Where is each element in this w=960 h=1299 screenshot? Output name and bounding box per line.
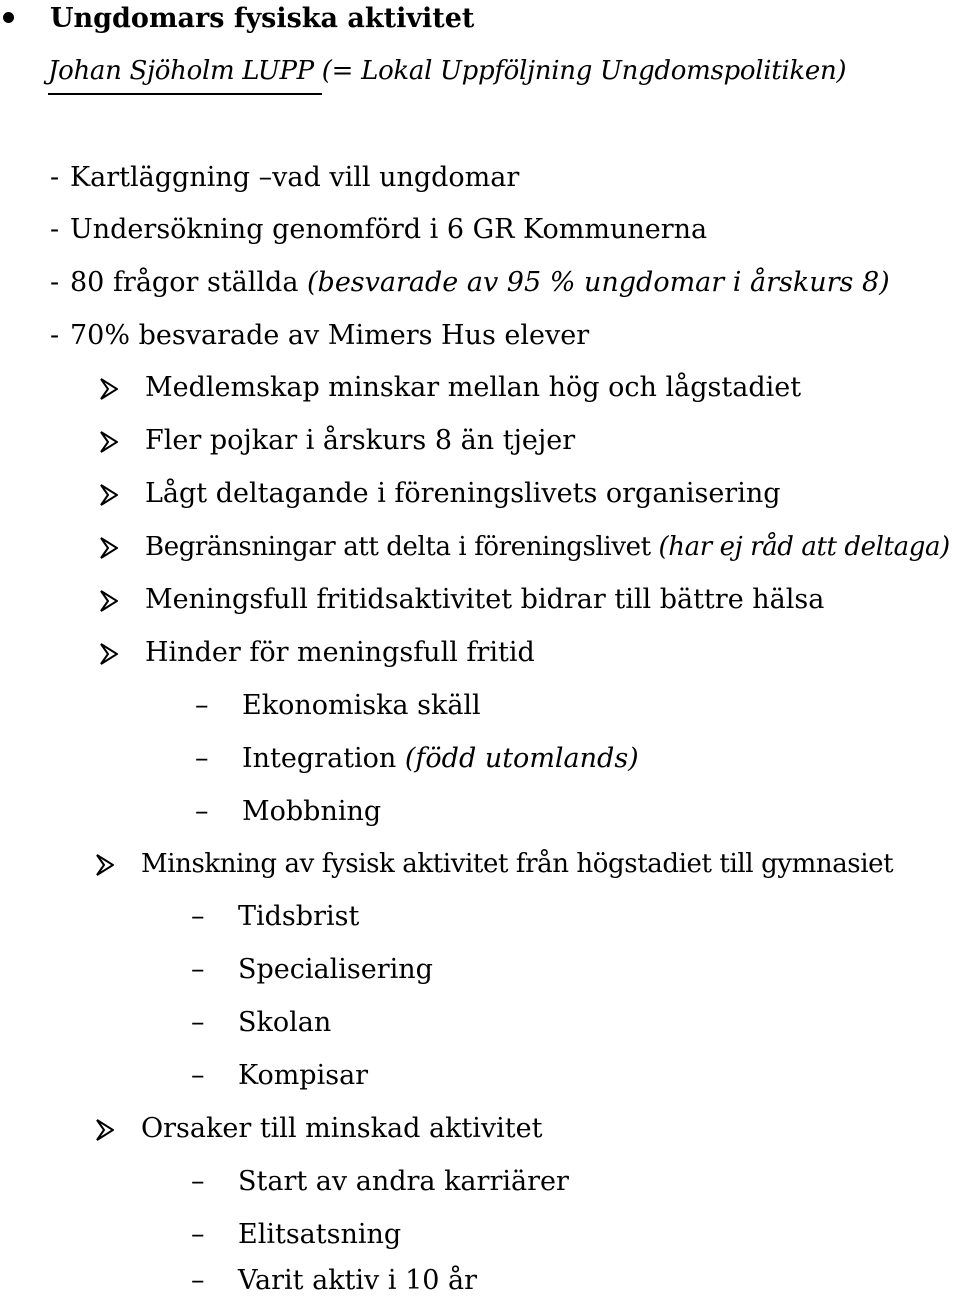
- sub-item: Elitsatsning: [238, 1219, 402, 1250]
- sub-item: Start av andra karriärer: [238, 1166, 569, 1197]
- dash-marker: –: [195, 796, 209, 827]
- arrow-item: Hinder för meningsfull fritid: [145, 637, 535, 668]
- subtitle: [48, 54, 846, 88]
- arrow-item: Lågt deltagande i föreningslivets organisering: [145, 478, 781, 509]
- sub-item: Kompisar: [238, 1060, 369, 1091]
- sub-item: Ekonomiska skäll: [242, 690, 481, 721]
- sub-item: Mobbning: [242, 796, 382, 827]
- subtitle-author: Johan Sjöholm LUPP: [48, 56, 314, 86]
- arrow-item: Meningsfull fritidsaktivitet bidrar till bättre hälsa: [145, 584, 825, 615]
- arrow-bullet-icon: [96, 854, 114, 876]
- sub-item: Skolan: [238, 1007, 332, 1038]
- dash-marker: –: [191, 1060, 205, 1091]
- dash-marker: -: [50, 267, 60, 298]
- arrow-item: Fler pojkar i årskurs 8 än tjejer: [145, 425, 576, 456]
- sub-item: Varit aktiv i 10 år: [238, 1265, 478, 1296]
- arrow-bullet-icon: [100, 484, 118, 506]
- dash-marker: -: [50, 320, 60, 351]
- dash-marker: –: [195, 743, 209, 774]
- dash-marker: –: [191, 954, 205, 985]
- dash-marker: -: [50, 214, 60, 245]
- subtitle-rest: (= Lokal Uppföljning Ungdomspolitiken): [313, 56, 847, 86]
- arrow-item-orsaker: Orsaker till minskad aktivitet: [141, 1113, 543, 1144]
- arrow-bullet-icon: [100, 590, 118, 612]
- dash-marker: –: [191, 1219, 205, 1250]
- dash-marker: -: [50, 162, 60, 193]
- dash-item: 80 frågor ställda (besvarade av 95 % ungdomar i årskurs 8): [70, 267, 890, 298]
- arrow-bullet-icon: [100, 643, 118, 665]
- arrow-bullet-icon: [100, 431, 118, 453]
- title-bullet-icon: [3, 12, 14, 23]
- dash-marker: –: [191, 1265, 205, 1296]
- page-title: Ungdomars fysiska aktivitet: [50, 3, 475, 34]
- dash-marker: –: [191, 1166, 205, 1197]
- subtitle-underline: [48, 93, 322, 95]
- dash-item: 70% besvarade av Mimers Hus elever: [70, 320, 590, 351]
- sub-item: Integration (född utomlands): [242, 743, 639, 774]
- arrow-bullet-icon: [96, 1119, 114, 1141]
- arrow-item: Medlemskap minskar mellan hög och lågstadiet: [145, 372, 802, 403]
- arrow-item: Begränsningar att delta i föreningslivet (har ej råd att deltaga): [145, 532, 950, 562]
- dash-item: Kartläggning –vad vill ungdomar: [70, 162, 520, 193]
- arrow-bullet-icon: [100, 537, 118, 559]
- dash-marker: –: [195, 690, 209, 721]
- arrow-item-minskning: Minskning av fysisk aktivitet från högstadiet till gymnasiet: [141, 849, 894, 879]
- arrow-bullet-icon: [100, 378, 118, 400]
- dash-item: Undersökning genomförd i 6 GR Kommunerna: [70, 214, 708, 245]
- sub-item: Tidsbrist: [238, 901, 360, 932]
- dash-marker: –: [191, 901, 205, 932]
- dash-marker: –: [191, 1007, 205, 1038]
- sub-item: Specialisering: [238, 954, 433, 985]
